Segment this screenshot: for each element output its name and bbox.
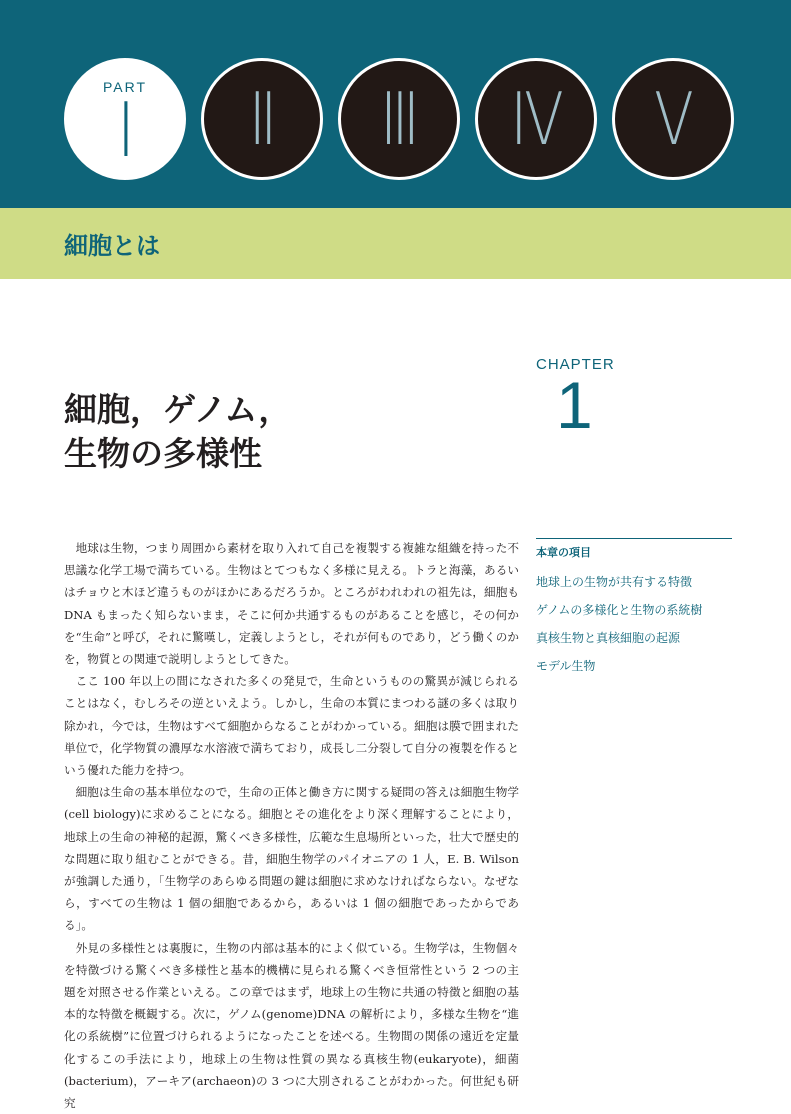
body-paragraph: ここ 100 年以上の間になされた多くの発見で，生命というものの驚異が減じられることはなく，むしろその逆といえよう。しかし，生命の本質にまつわる謎の多くは取り除かれ，今では，生物はすべて細胞からなることがわかっている。細胞は膜で囲まれた単位で，化学物質の濃厚な水溶液で満ちており，成長し二分裂して自分の複製を作るという優れた能力を持つ。: [64, 674, 519, 778]
part-header-band: [0, 0, 791, 208]
chapter-title-line-1: 細胞，ゲノム，: [64, 390, 292, 429]
chapter-contents-heading: 本章の項目: [536, 546, 591, 559]
toc-item[interactable]: 地球上の生物が共有する特徴: [536, 575, 693, 589]
part-label: PART: [102, 79, 148, 95]
part-circle-3: [338, 58, 460, 180]
chapter-contents: [536, 538, 732, 680]
toc-item[interactable]: 真核生物と真核細胞の起源: [536, 631, 681, 645]
chapter-label: CHAPTER: [536, 356, 615, 373]
chapter-title: [64, 388, 484, 476]
body-paragraph: 細胞は生命の基本単位なので，生命の正体と働き方に関する疑問の答えは細胞生物学(cell biology)に求めることになる。細胞とその進化をより深く理解することにより，地球上の生命の神秘的起源，驚くべき多様性，広範な生息場所といった，壮大で歴史的な問題に取り組むことができる。昔，細胞生物学のパイオニアの 1 人，E. B. Wilson が強調した通り，「生物学のあらゆる問題の鍵は細胞に求めなければならない。なぜなら，すべての生物は 1 個の細胞であるから，あるいは 1 個の細胞であったからである」。: [64, 785, 519, 933]
part-circle-2: [201, 58, 323, 180]
part-numeral-4: Ⅳ: [510, 76, 562, 162]
body-paragraph: 地球は生物，つまり周囲から素材を取り入れて自己を複製する複雑な組織を持った不思議な化学工場で満ちている。生物はとてつもなく多様に見える。トラと海藻，あるいはチョウと木ほど違うものがほかにあるだろうか。ところがわれわれの祖先は，細胞もDNA もまったく知らないまま，そこに何か共通するものがあることを感じ，その何かを“生命”と呼び，それに驚嘆し，定義しようとし，それが何ものであり，どう働くのかを，物質との関連で説明しようとしてきた。: [64, 541, 519, 667]
section-title: 細胞とは: [64, 232, 160, 260]
body-text: [64, 537, 519, 1114]
chapter-number: 1: [556, 368, 593, 442]
part-numeral-1: Ⅰ: [117, 87, 133, 175]
toc-item[interactable]: モデル生物: [536, 659, 596, 673]
part-circle-5: [612, 58, 734, 180]
body-paragraph: 外見の多様性とは裏腹に，生物の内部は基本的によく似ている。生物学は，生物個々を特徴づける驚くべき多様性と基本的機構に見られる驚くべき恒常性という 2 つの主題を対照させる作業といえる。この章ではまず，地球上の生物に共通の特徴と細胞の基本的な特徴を概観する。次に，ゲノム(genome)DNA の解析により，多様な生物を“進化の系統樹”に位置づけられるようになったことを述べる。生物間の関係の遠近を定量化するこの手法により，地球上の生物は性質の異なる真核生物(eukaryote)，細菌(bacterium)，アーキア(archaeon)の 3 つに大別されることがわかった。何世紀も研究: [64, 940, 519, 1111]
toc-item[interactable]: ゲノムの多様化と生物の系統樹: [536, 603, 703, 617]
part-circle-1: [64, 58, 186, 180]
chapter-title-line-2: 生物の多様性: [64, 434, 262, 473]
part-numeral-5: Ⅴ: [654, 76, 692, 162]
part-numeral-3: Ⅲ: [380, 76, 418, 162]
part-circle-4: [475, 58, 597, 180]
part-numeral-2: Ⅱ: [248, 76, 276, 162]
